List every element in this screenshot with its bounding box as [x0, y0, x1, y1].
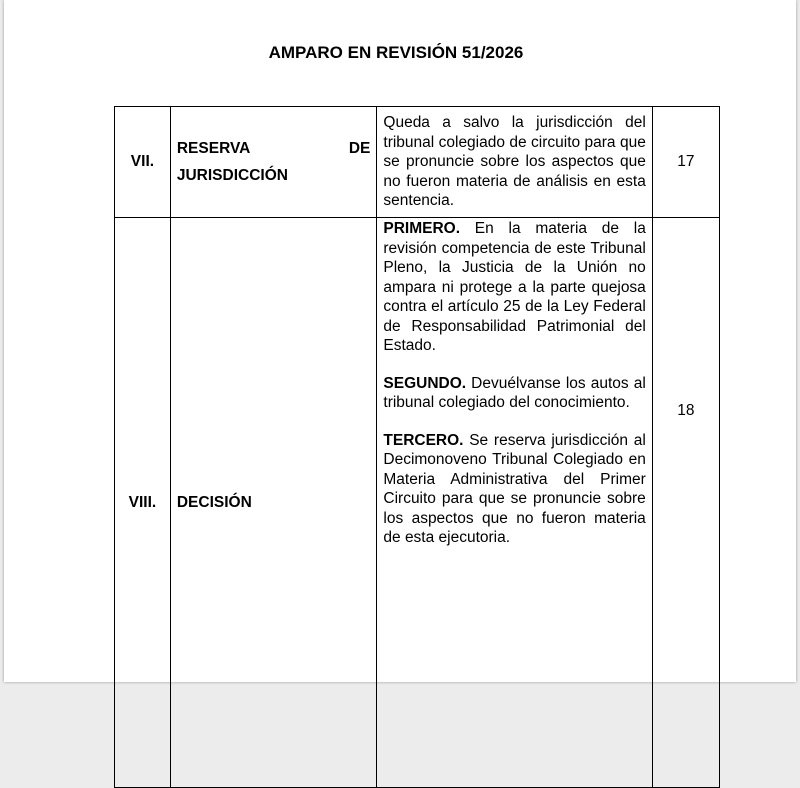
row-page-number: 18 [652, 218, 719, 788]
row-topic: DECISIÓN [170, 218, 377, 788]
row-topic [170, 107, 377, 218]
description-text: Queda a salvo la jurisdicción del tribunal colegiado de circuito para que se pronuncie sobre los aspectos que no fueron materia de análisis en esta sentencia. [383, 114, 646, 210]
row-topic-word: RESERVA [176, 139, 251, 157]
resolution-text: Devuélvanse los autos al tribunal colegiado del conocimiento. [383, 374, 646, 411]
resolution-paragraph [383, 219, 645, 356]
resolution-paragraph [383, 374, 645, 413]
table-row [115, 107, 720, 218]
resolution-label: TERCERO. [383, 431, 464, 449]
row-topic-word: DE [348, 139, 371, 157]
resolution-label: SEGUNDO. [383, 374, 467, 392]
row-number: VIII. [115, 218, 171, 788]
row-topic-line: JURISDICCIÓN [176, 167, 288, 184]
summary-table [114, 106, 720, 788]
document-title: AMPARO EN REVISIÓN 51/2026 [268, 43, 524, 62]
row-description [377, 218, 652, 788]
table-row [115, 218, 720, 788]
row-description [377, 107, 652, 218]
resolution-text: En la materia de la revisión competencia de este Tribunal Pleno, la Justicia de la Unión no ampara ni protege a la parte quejosa contra el artículo 25 de la Ley Federal de Responsabilidad Patrimonial del Estado. [383, 220, 646, 354]
row-number: VII. [115, 107, 171, 218]
resolution-label: PRIMERO. [383, 220, 461, 237]
resolution-paragraph [383, 431, 645, 548]
row-page-number: 17 [652, 107, 719, 218]
resolution-text: Se reserva jurisdicción al Decimonoveno Tribunal Colegiado en Materia Administrativa del Primer Circuito para que se pronuncie sobre los aspectos que no fueron materia de esta ejecutoria. [383, 431, 646, 546]
document-page [4, 0, 796, 682]
